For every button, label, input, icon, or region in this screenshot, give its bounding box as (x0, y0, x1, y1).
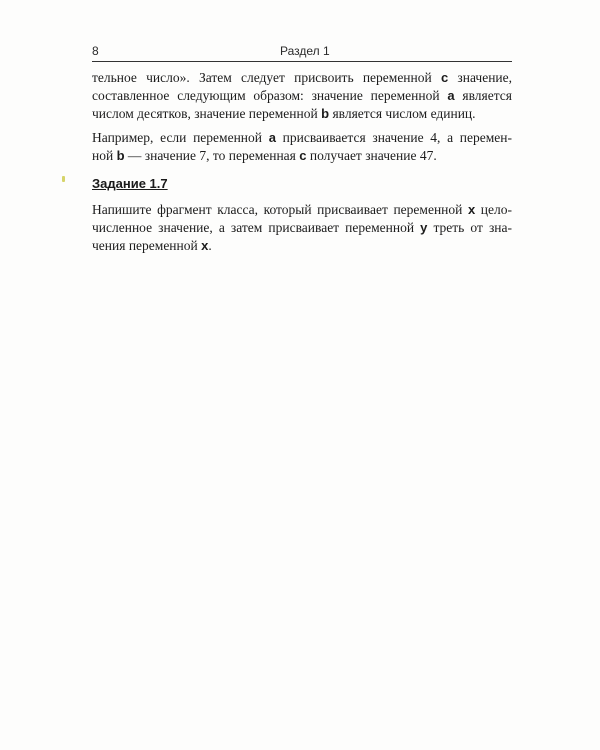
text-line (92, 219, 512, 237)
paragraph-example (92, 129, 512, 165)
text-span: является числом единиц. (329, 106, 476, 121)
variable-name: а (268, 130, 276, 145)
text-span: получает значение 47. (306, 148, 437, 163)
text-line (92, 87, 512, 105)
text-line (92, 201, 512, 219)
text-line (92, 105, 512, 123)
text-span: Например, если переменной (92, 130, 269, 145)
text-span: составленное следующим образом: значение переменной (92, 88, 448, 103)
task-heading: Задание 1.7 (92, 176, 168, 191)
text-line (92, 147, 512, 165)
text-span: треть от зна- (427, 220, 512, 235)
page-number: 8 (92, 44, 99, 58)
variable-name: x (201, 238, 209, 253)
text-line (92, 69, 512, 87)
paragraph-intro (92, 69, 512, 123)
text-span: присваивается значение 4, а перемен- (275, 130, 512, 145)
text-span: числом десятков, значение переменной (92, 106, 322, 121)
page-body (92, 69, 512, 261)
text-span: чения переменной (92, 238, 202, 253)
margin-mark (62, 176, 65, 182)
text-span: значение, (448, 70, 513, 85)
variable-name: x (467, 202, 476, 217)
variable-name: b (116, 148, 125, 163)
text-line (92, 237, 512, 255)
text-span: тельное число». Затем следует присвоить переменной (92, 70, 441, 85)
variable-name: а (447, 88, 455, 103)
text-line (92, 129, 512, 147)
text-span: Напишите фрагмент класса, который присваивает переменной (92, 202, 468, 217)
text-span: — значение 7, то переменная (124, 148, 300, 163)
text-span: численное значение, а затем присваивает переменной (92, 220, 421, 235)
variable-name: b (321, 106, 330, 121)
header-rule (92, 61, 512, 62)
variable-name: с (440, 70, 449, 85)
text-span: является (454, 88, 512, 103)
text-span: ной (92, 148, 117, 163)
variable-name: y (420, 220, 428, 235)
text-span: цело- (475, 202, 512, 217)
task-text (92, 201, 512, 255)
text-span: . (208, 238, 212, 253)
variable-name: с (299, 148, 307, 163)
section-title: Раздел 1 (280, 44, 330, 58)
